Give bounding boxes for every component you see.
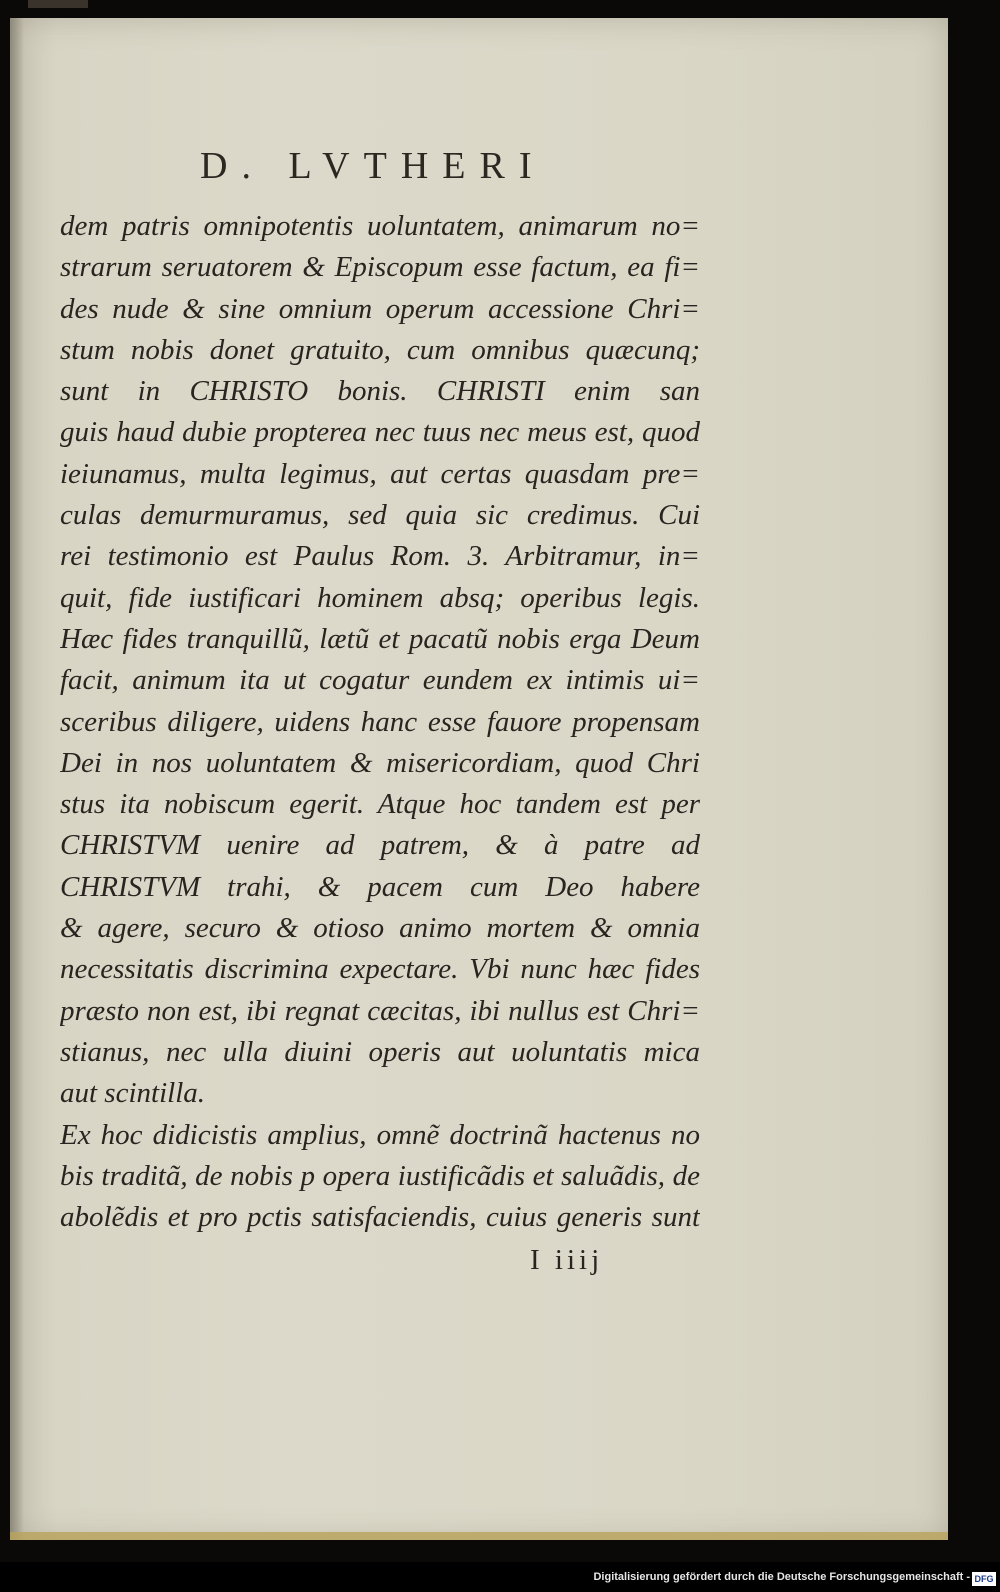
text-line: & agere, securo & otioso animo mortem & omnia: [60, 912, 700, 945]
text-line: facit, animum ita ut cogatur eundem ex intimis ui=: [60, 664, 700, 697]
page-bottom-edge: [10, 1532, 948, 1540]
text-line: Ex hoc didicistis amplius, omnẽ doctrinã hactenus no: [60, 1118, 700, 1151]
text-line: rei testimonio est Paulus Rom. 3. Arbitramur, in=: [60, 540, 700, 573]
text-line: des nude & sine omnium operum accessione Chri=: [60, 292, 700, 325]
text-line: CHRISTVM uenire ad patrem, & à patre ad: [60, 829, 700, 862]
text-line: bis traditã, de nobis p opera iustificãdis et saluãdis, de: [60, 1159, 700, 1192]
text-line: sunt in CHRISTO bonis. CHRISTI enim san: [60, 375, 700, 408]
text-line: culas demurmuramus, sed quia sic credimus. Cui: [60, 499, 700, 532]
book-page: [10, 18, 948, 1540]
text-line: necessitatis discrimina expectare. Vbi nunc hæc fides: [60, 953, 700, 986]
dfg-logo: DFG: [972, 1572, 996, 1586]
text-line: quit, fide iustificari hominem absq; operibus legis.: [60, 581, 700, 614]
text-line: abolẽdis et pro pctis satisfaciendis, cuius generis sunt: [60, 1201, 700, 1234]
text-line: ieiunamus, multa legimus, aut certas quasdam pre=: [60, 457, 700, 490]
text-line: Hæc fides tranquillũ, lætũ et pacatũ nobis erga Deum: [60, 622, 700, 655]
text-line: CHRISTVM trahi, & pacem cum Deo habere: [60, 870, 700, 903]
text-line: stianus, nec ulla diuini operis aut uoluntatis mica: [60, 1035, 700, 1068]
signature-mark: I iiij: [530, 1244, 604, 1276]
text-line: stum nobis donet gratuito, cum omnibus quæcunq;: [60, 333, 700, 366]
text-line: strarum seruatorem & Episcopum esse factum, ea fi=: [60, 251, 700, 284]
text-line: dem patris omnipotentis uoluntatem, animarum no=: [60, 210, 700, 242]
text-line: guis haud dubie propterea nec tuus nec meus est, quod: [60, 416, 700, 449]
text-line: Dei in nos uoluntatem & misericordiam, quod Chri: [60, 746, 700, 779]
text-line: stus ita nobiscum egerit. Atque hoc tandem est per: [60, 788, 700, 821]
body-text: [60, 206, 700, 1238]
top-stamp: [28, 0, 88, 8]
page-gutter-shadow: [10, 18, 24, 1540]
text-line: sceribus diligere, uidens hanc esse fauore propensam: [60, 705, 700, 738]
running-head: D. LVTHERI: [200, 145, 546, 187]
text-line: aut scintilla.: [60, 1077, 205, 1110]
text-line: præsto non est, ibi regnat cæcitas, ibi nullus est Chri=: [60, 994, 700, 1027]
footer-bar: [0, 1562, 1000, 1592]
digitization-credit: Digitalisierung gefördert durch die Deutsche Forschungsgemeinschaft -: [593, 1571, 970, 1583]
